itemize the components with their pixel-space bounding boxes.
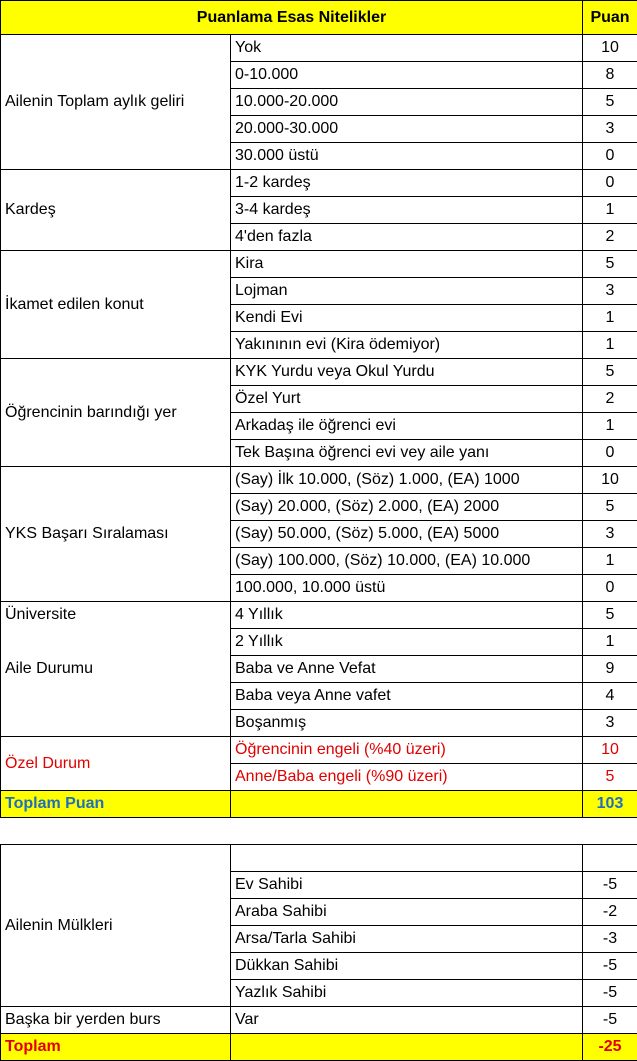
group-label-university: Üniversite [1, 602, 231, 629]
header-criteria: Puanlama Esas Nitelikler [1, 1, 583, 35]
option-cell: Dükkan Sahibi [231, 953, 583, 980]
score-cell: 3 [583, 521, 637, 548]
score-cell: 0 [583, 440, 637, 467]
score-cell: -3 [583, 926, 637, 953]
option-cell: 3-4 kardeş [231, 197, 583, 224]
header-row [1, 1, 637, 35]
score-cell: 1 [583, 197, 637, 224]
table-row [1, 656, 637, 683]
group-label-family: Aile Durumu [1, 656, 231, 683]
table-row [1, 629, 637, 656]
option-cell: 4 Yıllık [231, 602, 583, 629]
table-row [1, 359, 637, 386]
empty-cell [231, 1034, 583, 1061]
score-cell: -5 [583, 1007, 637, 1034]
group-label-property: Ailenin Mülkleri [1, 845, 231, 1007]
score-cell: 5 [583, 89, 637, 116]
option-cell: Öğrencinin engeli (%40 üzeri) [231, 737, 583, 764]
option-cell: (Say) 100.000, (Söz) 10.000, (EA) 10.000 [231, 548, 583, 575]
score-cell: 10 [583, 467, 637, 494]
table-row [1, 251, 637, 278]
option-cell: Tek Başına öğrenci evi vey aile yanı [231, 440, 583, 467]
option-cell: 10.000-20.000 [231, 89, 583, 116]
option-cell: KYK Yurdu veya Okul Yurdu [231, 359, 583, 386]
total-value: 103 [583, 791, 637, 818]
option-cell: Lojman [231, 278, 583, 305]
score-cell: 1 [583, 332, 637, 359]
score-cell: 3 [583, 278, 637, 305]
score-cell: -2 [583, 899, 637, 926]
grand-total-row [1, 1034, 637, 1061]
score-cell: 1 [583, 413, 637, 440]
group-label-special: Özel Durum [1, 737, 231, 791]
option-cell: 4'den fazla [231, 224, 583, 251]
option-cell [231, 845, 583, 872]
table-row [1, 737, 637, 764]
score-cell: 0 [583, 170, 637, 197]
score-cell [583, 845, 637, 872]
score-cell: 5 [583, 602, 637, 629]
score-cell: 3 [583, 710, 637, 737]
score-cell: 4 [583, 683, 637, 710]
grand-total-label: Toplam [1, 1034, 231, 1061]
score-cell: 5 [583, 251, 637, 278]
option-cell: Arkadaş ile öğrenci evi [231, 413, 583, 440]
group-label-yks: YKS Başarı Sıralaması [1, 467, 231, 602]
option-cell: Kendi Evi [231, 305, 583, 332]
score-cell: 0 [583, 143, 637, 170]
grand-total-value: -25 [583, 1034, 637, 1061]
option-cell: Araba Sahibi [231, 899, 583, 926]
score-cell: 2 [583, 386, 637, 413]
option-cell: (Say) 50.000, (Söz) 5.000, (EA) 5000 [231, 521, 583, 548]
table-row [1, 35, 637, 62]
score-cell: -5 [583, 980, 637, 1007]
total-label: Toplam Puan [1, 791, 231, 818]
table-row [1, 845, 637, 872]
score-cell: -5 [583, 872, 637, 899]
group-label-housing: İkamet edilen konut [1, 251, 231, 359]
option-cell: 100.000, 10.000 üstü [231, 575, 583, 602]
option-cell: Özel Yurt [231, 386, 583, 413]
option-cell: Ev Sahibi [231, 872, 583, 899]
empty-cell [1, 683, 231, 710]
group-label-income: Ailenin Toplam aylık geliri [1, 35, 231, 170]
table-row [1, 467, 637, 494]
header-score: Puan [583, 1, 637, 35]
table-row [1, 1007, 637, 1034]
score-cell: 9 [583, 656, 637, 683]
option-cell: 20.000-30.000 [231, 116, 583, 143]
option-cell: 2 Yıllık [231, 629, 583, 656]
option-cell: (Say) 20.000, (Söz) 2.000, (EA) 2000 [231, 494, 583, 521]
option-cell: Baba ve Anne Vefat [231, 656, 583, 683]
empty-cell [583, 818, 637, 845]
score-cell: 3 [583, 116, 637, 143]
option-cell: Yazlık Sahibi [231, 980, 583, 1007]
table-row [1, 710, 637, 737]
score-cell: 10 [583, 35, 637, 62]
score-cell: 8 [583, 62, 637, 89]
option-cell: Yok [231, 35, 583, 62]
option-cell: Boşanmış [231, 710, 583, 737]
group-label-other-scholarship: Başka bir yerden burs [1, 1007, 231, 1034]
score-cell: 1 [583, 305, 637, 332]
option-cell: Arsa/Tarla Sahibi [231, 926, 583, 953]
option-cell: 30.000 üstü [231, 143, 583, 170]
option-cell: Anne/Baba engeli (%90 üzeri) [231, 764, 583, 791]
group-label-dorm: Öğrencinin barındığı yer [1, 359, 231, 467]
score-cell: 1 [583, 629, 637, 656]
score-cell: 2 [583, 224, 637, 251]
empty-cell [231, 818, 583, 845]
score-cell: 10 [583, 737, 637, 764]
score-cell: 0 [583, 575, 637, 602]
option-cell: 1-2 kardeş [231, 170, 583, 197]
option-cell: Kira [231, 251, 583, 278]
empty-cell [231, 791, 583, 818]
option-cell: 0-10.000 [231, 62, 583, 89]
table-row [1, 170, 637, 197]
option-cell: Var [231, 1007, 583, 1034]
score-cell: -5 [583, 953, 637, 980]
empty-cell [1, 710, 231, 737]
table-row [1, 602, 637, 629]
table-row [1, 683, 637, 710]
score-cell: 5 [583, 764, 637, 791]
total-row [1, 791, 637, 818]
empty-cell [1, 818, 231, 845]
score-cell: 5 [583, 359, 637, 386]
group-label-siblings: Kardeş [1, 170, 231, 251]
option-cell: Yakınının evi (Kira ödemiyor) [231, 332, 583, 359]
empty-cell [1, 629, 231, 656]
option-cell: Baba veya Anne vafet [231, 683, 583, 710]
score-cell: 1 [583, 548, 637, 575]
score-cell: 5 [583, 494, 637, 521]
option-cell: (Say) İlk 10.000, (Söz) 1.000, (EA) 1000 [231, 467, 583, 494]
spacer-row [1, 818, 637, 845]
